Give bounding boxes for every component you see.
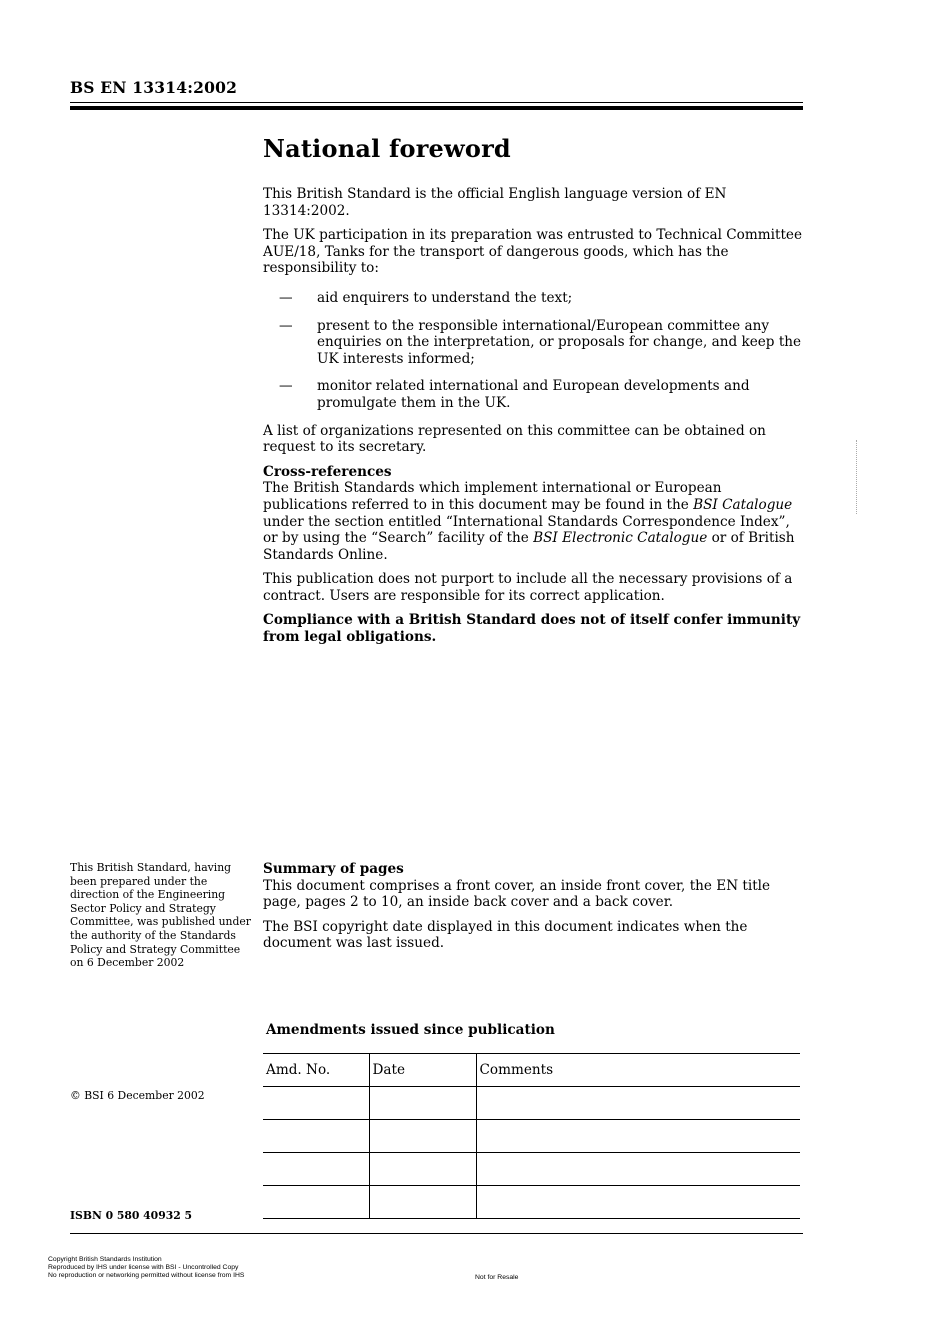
table-header-row	[263, 1054, 800, 1087]
bullet-dash: —	[279, 289, 293, 306]
list-item: — monitor related international and European developments and promulgate them in the UK.	[279, 378, 750, 411]
summary-of-pages	[263, 861, 803, 960]
copyright-date-note: The BSI copyright date displayed in this document indicates when the document was last issued.	[263, 918, 748, 952]
summary-heading: Summary of pages	[263, 861, 404, 877]
paragraph-contract-provisions: This publication does not purport to include all the necessary provisions of a contract. Users are responsible for its correct application.	[263, 571, 793, 604]
paragraph-organizations: A list of organizations represented on this committee can be obtained on request to its secretary.	[263, 422, 766, 456]
column-header-comments: Comments	[476, 1054, 800, 1087]
header-rule-thick	[70, 106, 803, 110]
bsi-electronic-catalogue-title: BSI Electronic Catalogue	[533, 530, 708, 547]
table-row	[263, 1186, 800, 1219]
list-item: — aid enquirers to understand the text;	[279, 289, 573, 306]
publication-note: This British Standard, having been prepared under the direction of the Engineering Sector Policy and Strategy Committee, was published under the authority of the Standards Policy and Strategy Committee on 6 December 2002	[70, 861, 251, 970]
document-id: BS EN 13314:2002	[70, 78, 238, 97]
paragraph-cross-references: The British Standards which implement international or European publications referred to in this document may be found in the BSI Catalogue under the section entitled “International Standards Correspondence Index”, or by using the “Search” facility of the BSI Electronic Catalogue or of British Standards Online.	[263, 480, 795, 563]
margin-mark	[856, 440, 860, 514]
bullet-dash: —	[279, 317, 293, 334]
page-title: National foreword	[263, 134, 511, 163]
footer-rule	[70, 1233, 803, 1234]
not-for-resale: Not for Resale	[475, 1274, 519, 1281]
paragraph-official-version: This British Standard is the official English language version of EN 13314:2002.	[263, 186, 727, 219]
foreword-body	[263, 186, 803, 654]
footer-line: No reproduction or networking permitted without license from IHS	[48, 1271, 245, 1279]
header-rule-thin	[70, 102, 803, 103]
footer-line: Copyright British Standards Institution	[48, 1256, 162, 1263]
table-row	[263, 1120, 800, 1153]
responsibility-list	[263, 290, 803, 412]
column-header-date: Date	[369, 1054, 476, 1087]
paragraph-uk-participation: The UK participation in its preparation was entrusted to Technical Committee AUE/18, Tanks for the transport of dangerous goods, which has the responsibility to:	[263, 227, 802, 277]
license-footer	[48, 1256, 244, 1279]
compliance-statement: Compliance with a British Standard does not of itself confer immunity from legal obligations.	[263, 612, 801, 646]
summary-text: This document comprises a front cover, an inside front cover, the EN title page, pages 2 to 10, an inside back cover and a back cover.	[263, 877, 771, 911]
isbn: ISBN 0 580 40932 5	[70, 1209, 193, 1222]
amendments-table	[263, 1053, 800, 1219]
amendments-title: Amendments issued since publication	[266, 1022, 555, 1038]
copyright-notice: © BSI 6 December 2002	[70, 1089, 205, 1102]
bsi-catalogue-title: BSI Catalogue	[693, 496, 793, 513]
cross-references-heading: Cross-references	[263, 463, 392, 480]
list-item: — present to the responsible international/European committee any enquiries on the interpretation, or proposals for change, and keep the UK interests informed;	[279, 317, 802, 367]
table-row	[263, 1087, 800, 1120]
column-header-amd-no: Amd. No.	[266, 1062, 331, 1078]
table-row	[263, 1153, 800, 1186]
bullet-dash: —	[279, 378, 293, 395]
footer-line: Reproduced by IHS under license with BSI - Uncontrolled Copy	[48, 1263, 239, 1271]
